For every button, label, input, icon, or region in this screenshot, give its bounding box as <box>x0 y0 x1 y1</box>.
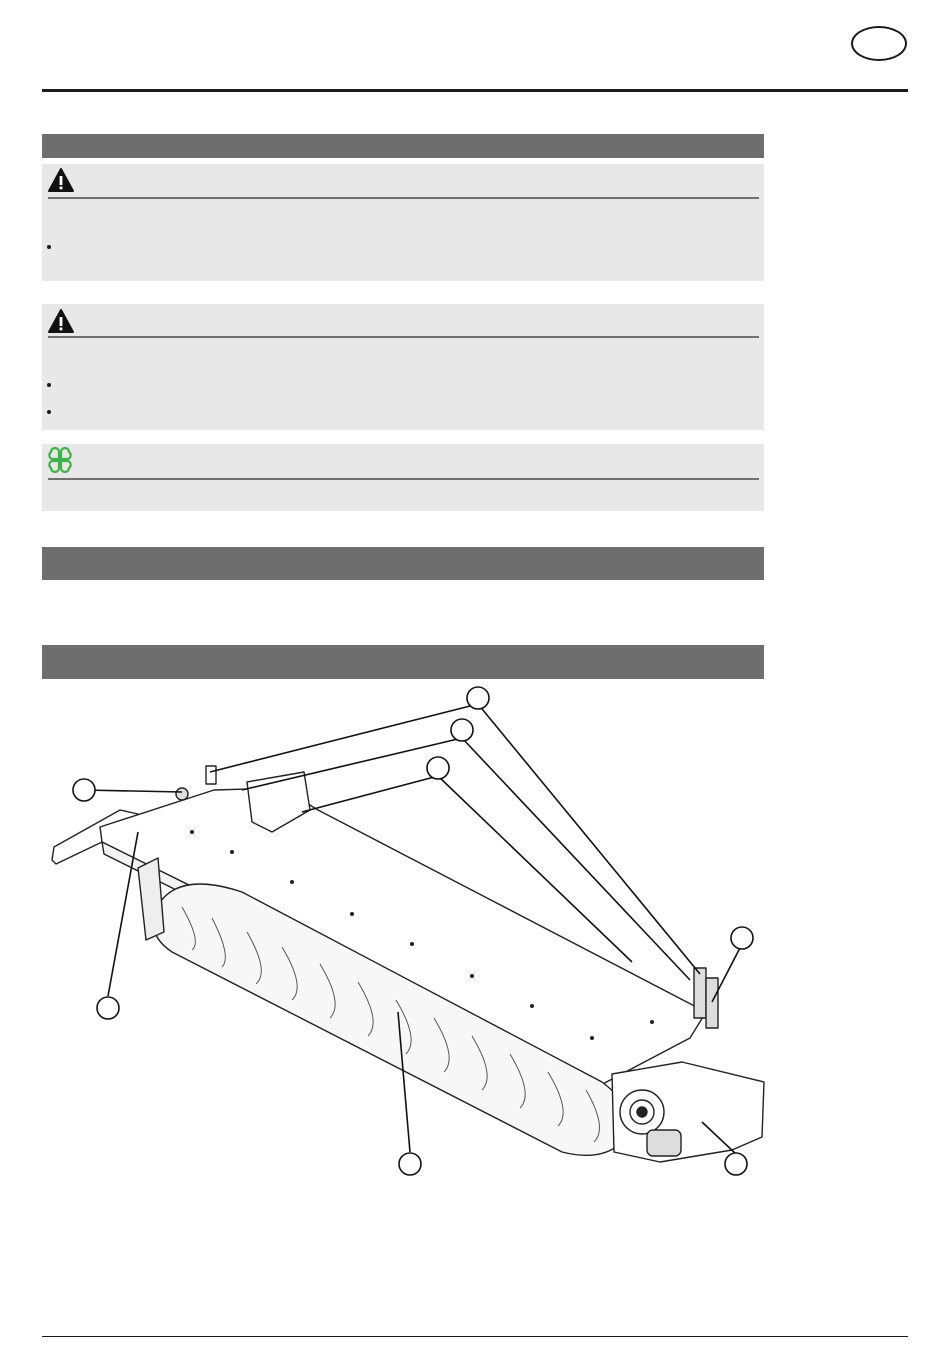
callout-circle <box>73 779 95 801</box>
environment-notice <box>42 444 764 511</box>
bullet-point <box>47 383 51 387</box>
right-spring-1 <box>694 968 706 1018</box>
notice-divider <box>48 197 759 199</box>
notice-divider <box>48 336 759 338</box>
callout-circle <box>467 687 489 709</box>
language-badge <box>851 26 907 61</box>
section-heading-bar-2 <box>42 547 764 580</box>
warning-triangle-icon <box>47 166 75 194</box>
warning-notice-2 <box>42 304 764 430</box>
bullet-point <box>47 245 51 249</box>
callout-circle <box>427 757 449 779</box>
drive-motor <box>647 1130 681 1156</box>
warning-notice-1 <box>42 164 764 281</box>
notice-divider <box>48 478 759 480</box>
bullet-point <box>47 410 51 414</box>
clover-icon <box>47 447 73 473</box>
warning-triangle-icon <box>47 307 75 335</box>
callout-circle <box>451 719 473 741</box>
right-spring-2 <box>706 978 718 1028</box>
callout-circle <box>725 1153 747 1175</box>
section-heading-bar-1 <box>42 134 764 158</box>
section-heading-bar-3 <box>42 645 764 679</box>
left-spring <box>206 766 216 784</box>
callout-circle <box>731 927 753 949</box>
footer-rule <box>42 1336 908 1337</box>
rotor-assembly-figure <box>42 682 782 1182</box>
header-rule <box>42 89 908 92</box>
callout-circle <box>399 1153 421 1175</box>
callout-circle <box>97 997 119 1019</box>
